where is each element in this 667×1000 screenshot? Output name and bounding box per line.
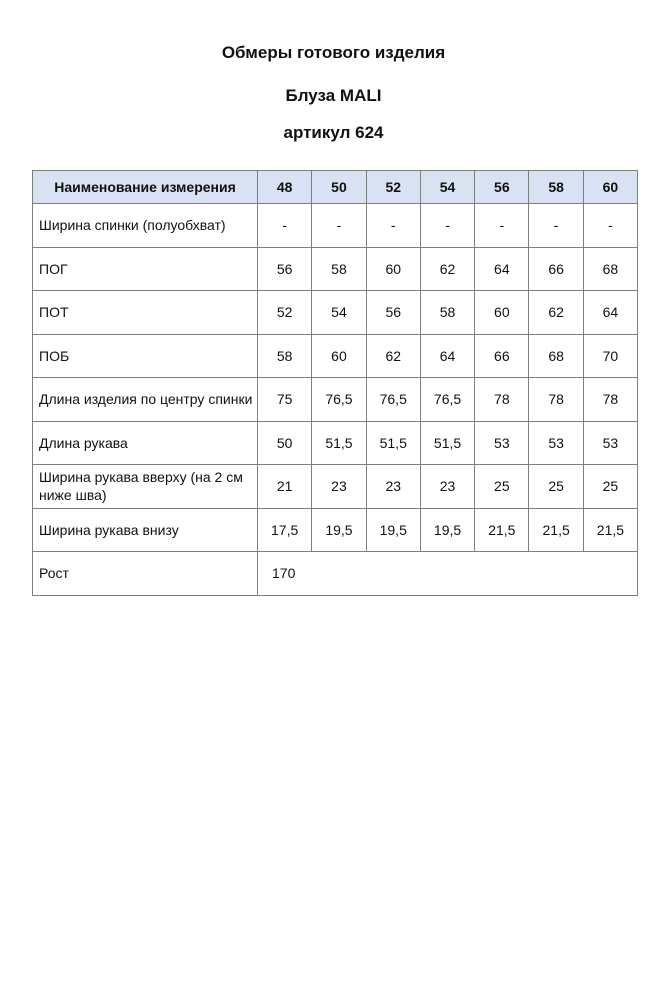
size-value-54: 64 [420, 334, 474, 378]
table-row [33, 204, 638, 248]
header-size-56: 56 [475, 171, 529, 204]
table-row [33, 378, 638, 422]
size-value-52: 56 [366, 291, 420, 335]
size-value-54: 19,5 [420, 508, 474, 552]
row-name: ПОБ [33, 334, 258, 378]
size-value-56: 60 [475, 291, 529, 335]
article-number: артикул 624 [283, 123, 384, 142]
size-value-50: - [312, 204, 366, 248]
row-name: Ширина рукава вверху (на 2 см ниже шва) [33, 465, 258, 509]
size-value-50: 19,5 [312, 508, 366, 552]
height-value: 170 [258, 552, 638, 596]
size-value-48: 56 [258, 247, 312, 291]
size-value-60: 25 [583, 465, 637, 509]
size-value-52: 19,5 [366, 508, 420, 552]
header-size-60: 60 [583, 171, 637, 204]
size-value-54: 23 [420, 465, 474, 509]
size-value-54: - [420, 204, 474, 248]
row-name: Ширина спинки (полуобхват) [33, 204, 258, 248]
table-row [33, 291, 638, 335]
size-value-56: - [475, 204, 529, 248]
size-value-60: 21,5 [583, 508, 637, 552]
size-value-60: 78 [583, 378, 637, 422]
size-value-52: 23 [366, 465, 420, 509]
size-value-54: 62 [420, 247, 474, 291]
size-value-48: 52 [258, 291, 312, 335]
header-size-50: 50 [312, 171, 366, 204]
size-value-48: - [258, 204, 312, 248]
size-value-60: 70 [583, 334, 637, 378]
size-value-50: 23 [312, 465, 366, 509]
table-row [33, 334, 638, 378]
document-title: Обмеры готового изделия [221, 43, 446, 62]
size-value-58: 21,5 [529, 508, 583, 552]
table-header-row [33, 171, 638, 204]
table-row [33, 508, 638, 552]
size-value-60: - [583, 204, 637, 248]
row-name-height: Рост [33, 552, 258, 596]
row-name: ПОГ [33, 247, 258, 291]
header-size-58: 58 [529, 171, 583, 204]
size-value-54: 76,5 [420, 378, 474, 422]
table-row-height [33, 552, 638, 596]
size-value-48: 75 [258, 378, 312, 422]
size-value-58: - [529, 204, 583, 248]
size-value-48: 17,5 [258, 508, 312, 552]
size-value-52: - [366, 204, 420, 248]
size-value-52: 60 [366, 247, 420, 291]
table-row [33, 465, 638, 509]
table-row [33, 247, 638, 291]
size-value-52: 62 [366, 334, 420, 378]
row-name: Длина рукава [33, 421, 258, 465]
header-size-48: 48 [258, 171, 312, 204]
size-value-50: 60 [312, 334, 366, 378]
size-value-56: 25 [475, 465, 529, 509]
row-name: Ширина рукава внизу [33, 508, 258, 552]
size-value-48: 58 [258, 334, 312, 378]
size-value-58: 62 [529, 291, 583, 335]
size-value-58: 25 [529, 465, 583, 509]
size-value-50: 76,5 [312, 378, 366, 422]
size-value-48: 50 [258, 421, 312, 465]
size-value-50: 51,5 [312, 421, 366, 465]
size-value-60: 64 [583, 291, 637, 335]
size-value-58: 53 [529, 421, 583, 465]
size-value-56: 66 [475, 334, 529, 378]
size-value-56: 53 [475, 421, 529, 465]
size-value-60: 53 [583, 421, 637, 465]
size-value-48: 21 [258, 465, 312, 509]
measurements-table [32, 170, 638, 596]
product-name: Блуза MALI [285, 86, 382, 105]
size-value-50: 54 [312, 291, 366, 335]
header-measurement-name: Наименование измерения [33, 171, 258, 204]
size-value-52: 51,5 [366, 421, 420, 465]
row-name: Длина изделия по центру спинки [33, 378, 258, 422]
size-value-58: 68 [529, 334, 583, 378]
size-value-54: 51,5 [420, 421, 474, 465]
table-row [33, 421, 638, 465]
size-value-50: 58 [312, 247, 366, 291]
size-value-58: 78 [529, 378, 583, 422]
size-value-56: 21,5 [475, 508, 529, 552]
header-size-52: 52 [366, 171, 420, 204]
size-value-54: 58 [420, 291, 474, 335]
size-value-56: 64 [475, 247, 529, 291]
header-size-54: 54 [420, 171, 474, 204]
size-value-56: 78 [475, 378, 529, 422]
size-value-52: 76,5 [366, 378, 420, 422]
size-value-60: 68 [583, 247, 637, 291]
row-name: ПОТ [33, 291, 258, 335]
size-value-58: 66 [529, 247, 583, 291]
